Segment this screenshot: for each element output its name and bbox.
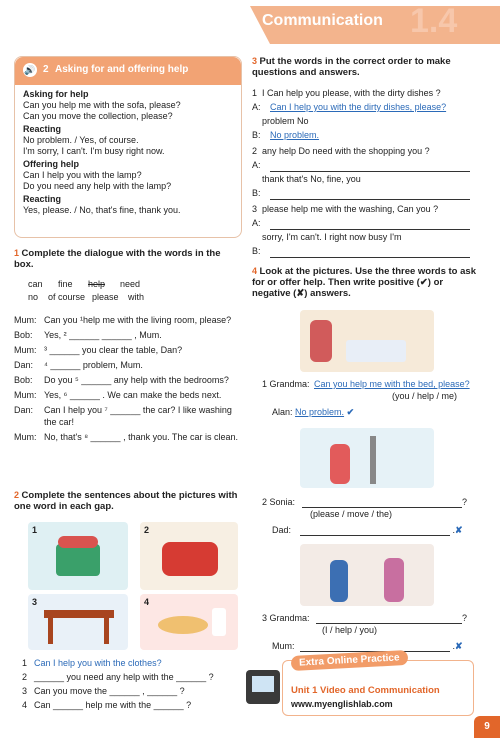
phrase-line: I'm sorry, I can't. I'm busy right now. xyxy=(23,146,165,156)
extra-practice-url[interactable]: www.myenglishlab.com xyxy=(291,699,393,709)
picture-sonia-ladder xyxy=(300,428,434,488)
answer-label: B: xyxy=(252,188,261,198)
speaker: Dan: xyxy=(14,405,34,415)
ex4-item-3: 3 Grandma: ? (I / help / you) Mum: . ✘ xyxy=(262,612,482,652)
phrase-box-header xyxy=(15,57,241,85)
word: fine xyxy=(58,279,73,289)
exercise-1 xyxy=(14,248,240,446)
girl-figure xyxy=(330,444,350,484)
answer: Can I help you with the dirty dishes, please? xyxy=(270,102,447,112)
answer: Can you help me with the bed, please? xyxy=(314,379,470,389)
speaker: Mum: xyxy=(272,641,295,651)
sentence: Can I help you with the clothes? xyxy=(34,658,162,668)
ex4-item-1 xyxy=(262,378,482,418)
exercise-number: 4 xyxy=(252,266,258,276)
picture-4 xyxy=(140,594,238,650)
bed xyxy=(346,340,406,362)
lesson-number: 1.4 xyxy=(410,2,458,40)
extra-practice-title: Extra Online Practice xyxy=(291,650,408,671)
item-number: 2 xyxy=(262,497,268,507)
phrase-heading: Asking for help xyxy=(23,89,89,99)
exercise-number: 3 xyxy=(252,56,258,66)
answer-label: A: xyxy=(252,218,261,228)
speaker: Dan: xyxy=(14,360,34,370)
page-number: 9 xyxy=(474,716,500,738)
speaker: Sonia: xyxy=(269,497,296,507)
speaker: Mum: xyxy=(14,390,37,400)
picture-2 xyxy=(140,522,238,590)
dialogue-line: Can I help you ⁷ ______ the car? I like washing the car! xyxy=(44,405,232,427)
dialogue-line: Do you ⁵ ______ any help with the bedrooms? xyxy=(44,375,229,385)
item-number: 2 xyxy=(22,672,28,682)
word: can xyxy=(28,279,43,289)
picture-3 xyxy=(28,594,128,650)
dish xyxy=(158,616,208,634)
answer-line[interactable] xyxy=(300,524,450,536)
word: with xyxy=(128,292,145,302)
word-box xyxy=(28,278,178,304)
table-top xyxy=(44,610,114,618)
exercise-number: 1 xyxy=(14,248,20,258)
response: No problem. xyxy=(295,407,345,417)
phrase-heading: Reacting xyxy=(23,194,62,204)
check-mark: ✔ xyxy=(346,407,355,417)
ladder xyxy=(370,436,376,484)
picture-1 xyxy=(28,522,128,590)
scrambled-question: I Can help you please, with the dirty dishes ? xyxy=(262,88,441,98)
table-leg xyxy=(104,618,109,644)
sentence: ______ you need any help with the ______ ? xyxy=(34,672,214,682)
scrambled-reply: thank that's No, fine, you xyxy=(262,174,361,184)
word: help xyxy=(88,279,106,289)
item-number: 1 xyxy=(262,379,268,389)
word: please xyxy=(92,292,119,302)
clothes xyxy=(58,536,98,548)
item-number: 2 xyxy=(252,146,258,156)
phrase-line: No problem. / Yes, of course. xyxy=(23,135,139,145)
exercise-number: 2 xyxy=(14,490,20,500)
word: no xyxy=(28,292,39,302)
grandma-figure xyxy=(384,558,404,602)
item-number: 4 xyxy=(22,700,28,710)
scrambled-reply: sorry, I'm can't. I right now busy I'm xyxy=(262,232,402,242)
ex2-sentences xyxy=(22,656,242,712)
dialogue-line: Yes, ² ______ ______ , Mum. xyxy=(44,330,162,340)
answer-label: B: xyxy=(252,246,261,256)
answer-label: A: xyxy=(252,102,261,112)
exercise-instruction: Complete the dialogue with the words in the box. xyxy=(14,248,221,270)
item-number: 3 xyxy=(262,613,268,623)
picture-grandma-mum xyxy=(300,544,434,606)
speaker: Bob: xyxy=(14,330,33,340)
cross-mark: ✘ xyxy=(455,641,463,651)
laundry-basket xyxy=(56,544,100,576)
phrase-line: Can you move the collection, please? xyxy=(23,111,173,121)
extra-practice-box[interactable] xyxy=(282,652,474,716)
prompt: (please / move / the) xyxy=(310,509,393,519)
answer-label: B: xyxy=(252,130,261,140)
bottle xyxy=(212,608,226,636)
prompt: (I / help / you) xyxy=(322,625,378,635)
exercise-instruction: Look at the pictures. Use the three words to ask for or offer help. Then write positive (✔) or negative (✘) answers. xyxy=(252,266,476,299)
grandma-figure xyxy=(310,320,332,362)
item-number: 3 xyxy=(252,204,258,214)
exercise-4 xyxy=(252,266,484,299)
picture-number: 4 xyxy=(144,597,150,607)
answer-line[interactable] xyxy=(270,257,470,258)
dialogue-line: ³ ______ you clear the table, Dan? xyxy=(44,345,183,355)
extra-practice-line1: Unit 1 Video and Communication xyxy=(291,685,440,696)
speaker: Mum: xyxy=(14,432,37,442)
exercise-instruction: Put the words in the correct order to make questions and answers. xyxy=(252,56,451,78)
word: need xyxy=(120,279,141,289)
picture-grandma-bed xyxy=(300,310,434,372)
answer-line[interactable] xyxy=(300,640,450,652)
phrase-list xyxy=(23,89,181,216)
sentence: Can ______ help me with the ______ ? xyxy=(34,700,192,710)
phrase-line: Do you need any help with the lamp? xyxy=(23,181,172,191)
monitor-icon xyxy=(246,670,280,704)
phrase-heading: Offering help xyxy=(23,159,79,169)
speaker: Grandma: xyxy=(269,379,310,389)
dialogue-line: ⁴ ______ problem, Mum. xyxy=(44,360,143,370)
picture-number: 1 xyxy=(32,525,38,535)
answer-line[interactable] xyxy=(270,199,470,200)
speaker: Alan: xyxy=(272,407,293,417)
dialogue-line: Yes, ⁶ ______ . We can make the beds next. xyxy=(44,390,222,400)
sofa xyxy=(162,542,218,576)
speaker: Bob: xyxy=(14,375,33,385)
table-leg xyxy=(48,618,53,644)
exercise-2 xyxy=(14,490,240,512)
speaker: Mum: xyxy=(14,315,37,325)
scrambled-question: please help me with the washing, Can you ? xyxy=(262,204,439,214)
exercise-3 xyxy=(252,56,484,258)
dialogue-line: No, that's ⁸ ______ , thank you. The car is clean. xyxy=(44,432,238,442)
item-number: 1 xyxy=(22,658,28,668)
speaker: Mum: xyxy=(14,345,37,355)
header xyxy=(250,2,500,44)
picture-number: 2 xyxy=(144,525,150,535)
scrambled-reply: problem No xyxy=(262,116,309,126)
exercise-instruction: Complete the sentences about the pictures with one word in each gap. xyxy=(14,490,238,512)
prompt: (you / help / me) xyxy=(392,391,458,401)
phrase-line: Yes, please. / No, that's fine, thank you. xyxy=(23,205,181,215)
page-title: Communication xyxy=(262,12,383,29)
picture-number: 3 xyxy=(32,597,38,607)
scrambled-question: any help Do need with the shopping you ? xyxy=(262,146,430,156)
phrase-heading: Reacting xyxy=(23,124,62,134)
sentence: Can you move the ______ , ______ ? xyxy=(34,686,185,696)
answer-line[interactable] xyxy=(316,612,462,624)
phrase-line: Can I help you with the lamp? xyxy=(23,170,142,180)
ex3-items xyxy=(252,86,484,258)
item-number: 1 xyxy=(252,88,258,98)
cross-mark: ✘ xyxy=(455,525,463,535)
phrase-box xyxy=(14,56,242,238)
phrase-box-badge: 2 xyxy=(43,64,49,75)
phrase-line: Can you help me with the sofa, please? xyxy=(23,100,181,110)
monitor-screen xyxy=(252,676,274,692)
answer-line[interactable] xyxy=(302,496,462,508)
audio-icon[interactable]: 🔊 xyxy=(24,65,36,75)
dialogue-line: Can you ¹help me with the living room, please? xyxy=(44,315,232,325)
phrase-box-title: Asking for and offering help xyxy=(55,64,189,75)
answer-label: A: xyxy=(252,160,261,170)
item-number: 3 xyxy=(22,686,28,696)
ex4-item-2: 2 Sonia: ? (please / move / the) Dad: . ✘ xyxy=(262,496,482,536)
answer: No problem. xyxy=(270,130,320,140)
word: of course xyxy=(48,292,86,302)
speaker: Dad: xyxy=(272,525,292,535)
mum-figure xyxy=(330,560,348,602)
speaker: Grandma: xyxy=(269,613,310,623)
dialogue xyxy=(14,314,240,443)
